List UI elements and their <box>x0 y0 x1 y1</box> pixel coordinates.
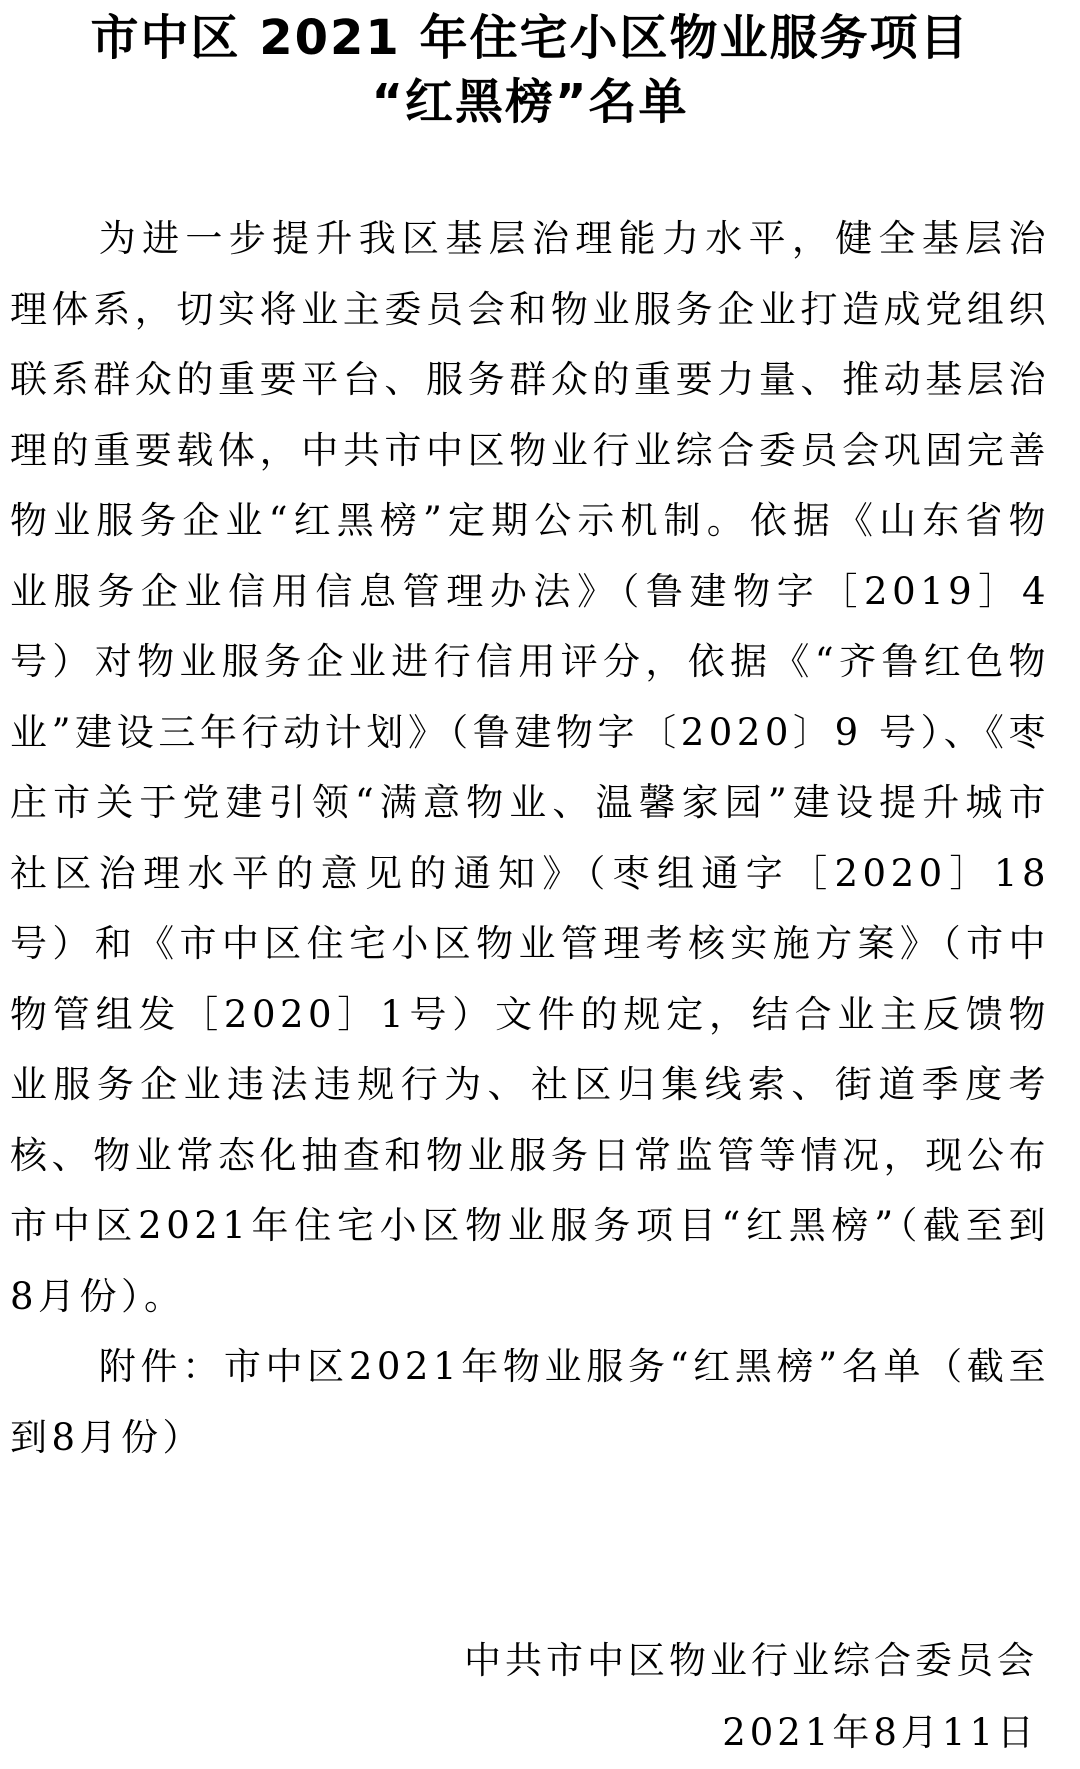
document-body <box>10 204 1050 1473</box>
body-paragraph: 为进一步提升我区基层治理能力水平，健全基层治理体系，切实将业主委员会和物业服务企业打造成党组织联系群众的重要平台、服务群众的重要力量、推动基层治理的重要载体，中共市中区物业行业综合委员会巩固完善物业服务企业“红黑榜”定期公示机制。依据《山东省物业服务企业信用信息管理办法》（鲁建物字［2019］4号）对物业服务企业进行信用评分，依据《“齐鲁红色物业”建设三年行动计划》（鲁建物字〔2020〕9 号）、《枣庄市关于党建引领“满意物业、温馨家园”建设提升城市社区治理水平的意见的通知》（枣组通字［2020］18号）和《市中区住宅小区物业管理考核实施方案》（市中物管组发［2020］1号）文件的规定，结合业主反馈物业服务企业违法违规行为、社区归集线索、街道季度考核、物业常态化抽查和物业服务日常监管等情况，现公布市中区2021年住宅小区物业服务项目“红黑榜”（截至到8月份）。 <box>10 217 1050 1318</box>
document-title <box>10 6 1050 134</box>
signature-organization: 中共市中区物业行业综合委员会 <box>464 1639 1038 1682</box>
signature-date: 2021年8月11日 <box>722 1711 1038 1754</box>
title-line-1: 市中区 2021 年住宅小区物业服务项目 <box>90 10 970 66</box>
attachment-note: 附件：市中区2021年物业服务“红黑榜”名单（截至到8月份） <box>10 1345 1050 1459</box>
signature-block <box>464 1625 1038 1769</box>
title-line-2: “红黑榜”名单 <box>371 74 689 130</box>
